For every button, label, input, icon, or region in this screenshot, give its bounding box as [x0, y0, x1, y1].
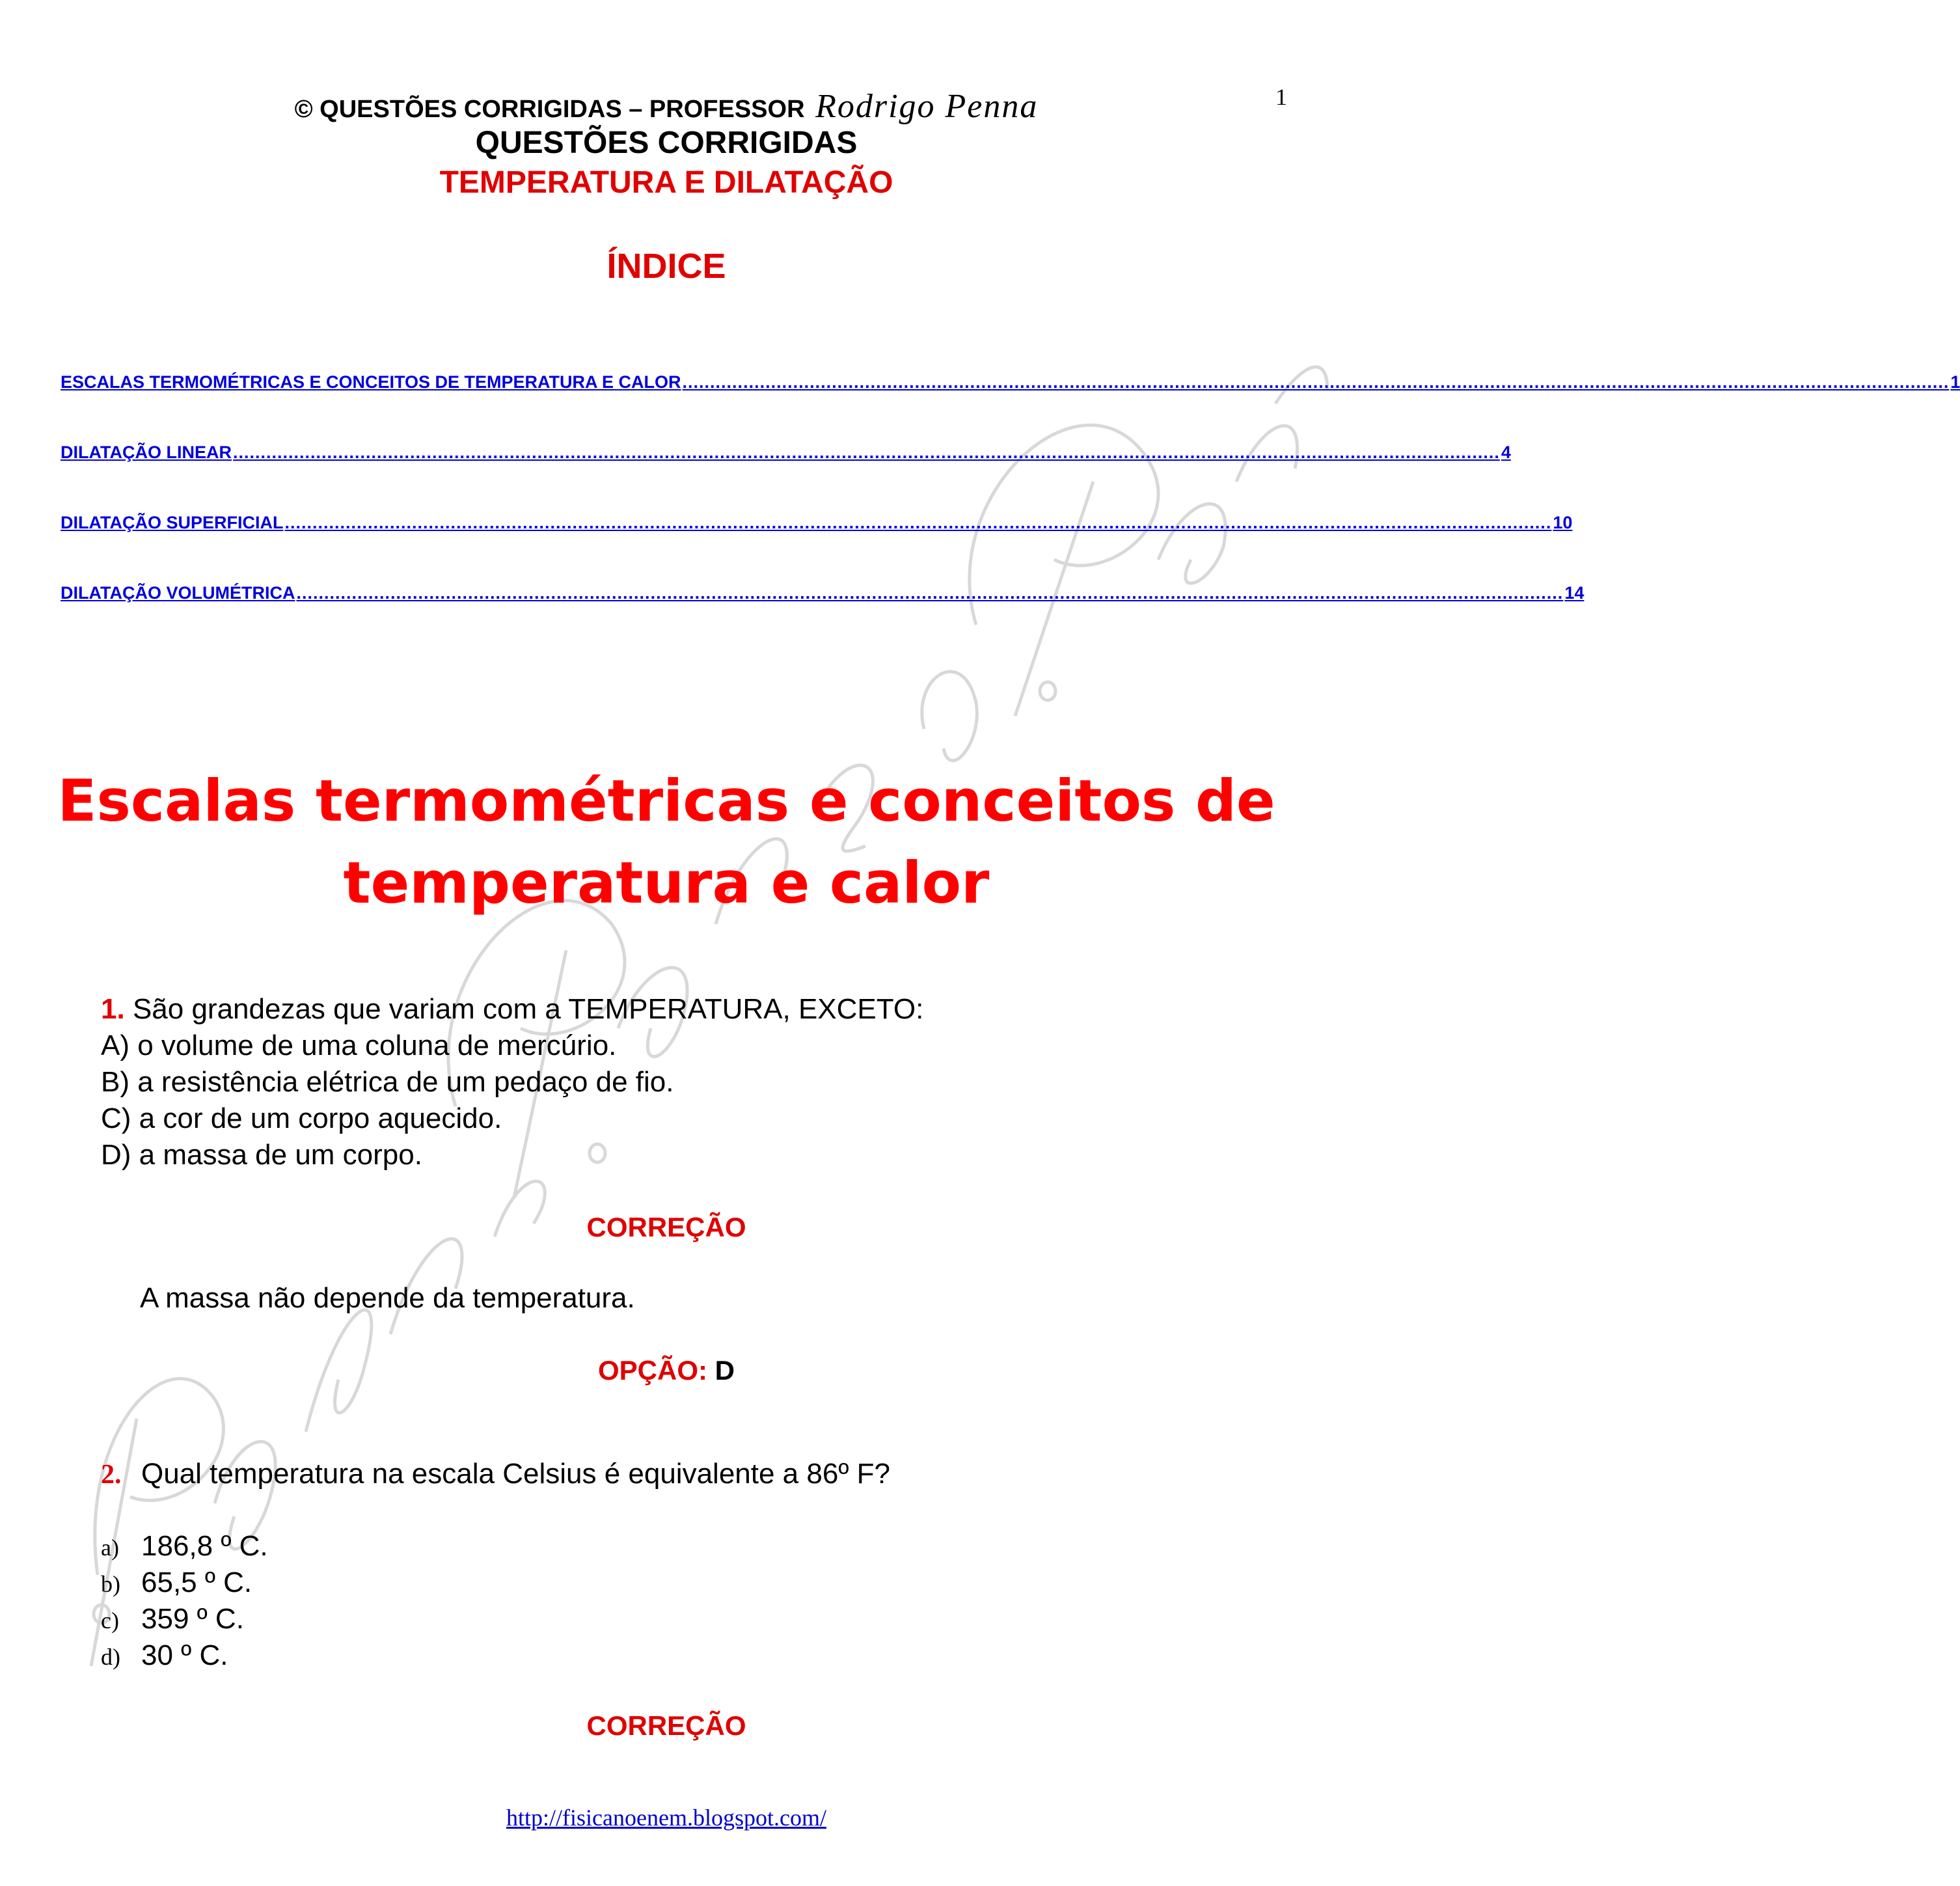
answer-label: OPÇÃO: — [597, 1355, 707, 1386]
toc-dot-leader: ..................................................................................................................................................................................................................................... — [296, 583, 1564, 603]
toc-link-dilatacao-superficial[interactable] — [61, 513, 1573, 533]
question-2-option-d — [101, 1637, 228, 1675]
option-letter: d) — [101, 1644, 120, 1670]
toc-link-dilatacao-volumetrica[interactable] — [61, 583, 1585, 603]
index-heading: ÍNDICE — [606, 247, 726, 286]
question-2 — [101, 1456, 890, 1493]
question-2-correction-heading: CORREÇÃO — [586, 1710, 746, 1741]
toc-dot-leader: ..................................................................................................................................................................................................................................... — [232, 443, 1500, 462]
toc-link-dilatacao-linear[interactable] — [61, 443, 1511, 463]
question-2-option-a — [101, 1528, 268, 1566]
footer-blog-link[interactable]: http://fisicanoenem.blogspot.com/ — [506, 1805, 826, 1831]
option-text: 30 º C. — [141, 1639, 228, 1671]
question-1-text: São grandezas que variam com a TEMPERATURA, EXCETO: — [132, 993, 924, 1025]
option-letter: c) — [101, 1607, 119, 1633]
header-copyright-text: © QUESTÕES CORRIGIDAS – PROFESSOR — [294, 96, 805, 123]
toc-entry-label: ESCALAS TERMOMÉTRICAS E CONCEITOS DE TEMPERATURA E CALOR — [61, 372, 681, 392]
toc-dot-leader: ..................................................................................................................................................................................................................................... — [682, 372, 1950, 392]
answer-value: D — [715, 1355, 735, 1386]
section-title-line2: temperatura e calor — [343, 849, 990, 916]
toc-entry-label: DILATAÇÃO VOLUMÉTRICA — [61, 583, 295, 603]
option-letter: a) — [101, 1535, 119, 1561]
question-1-number: 1. — [101, 993, 125, 1025]
option-text: 359 º C. — [141, 1603, 244, 1635]
question-1-answer — [0, 1355, 1333, 1386]
question-1-correction-text: A massa não depende da temperatura. — [140, 1282, 635, 1314]
section-title — [0, 760, 1333, 924]
question-2-number: 2. — [101, 1460, 122, 1490]
question-1-option-c: C) a cor de um corpo aquecido. — [101, 1102, 502, 1134]
question-1-option-a: A) o volume de uma coluna de mercúrio. — [101, 1030, 617, 1061]
document-title: QUESTÕES CORRIGIDAS — [475, 126, 858, 160]
option-text: 186,8 º C. — [141, 1530, 268, 1562]
toc-entry-page: 14 — [1564, 583, 1585, 603]
toc-entry-page: 4 — [1501, 443, 1511, 462]
question-2-option-b — [101, 1565, 252, 1602]
option-text: 65,5 º C. — [141, 1566, 252, 1598]
question-2-text: Qual temperatura na escala Celsius é equivalente a 86º F? — [141, 1458, 890, 1490]
question-1-option-b: B) a resistência elétrica de um pedaço de fio. — [101, 1066, 674, 1098]
question-1-option-d: D) a massa de um corpo. — [101, 1139, 422, 1171]
header-copyright-line — [0, 87, 1333, 126]
document-subtitle: TEMPERATURA E DILATAÇÃO — [439, 165, 893, 200]
section-title-line1: Escalas termométricas e conceitos de — [57, 767, 1275, 834]
toc-entry-page: 1 — [1950, 372, 1960, 392]
page-number: 1 — [1275, 84, 1287, 110]
question-1-correction-heading: CORREÇÃO — [586, 1212, 746, 1242]
question-2-option-c — [101, 1601, 244, 1639]
toc-entry-label: DILATAÇÃO SUPERFICIAL — [61, 513, 284, 532]
toc-dot-leader: ..................................................................................................................................................................................................................................... — [284, 513, 1552, 532]
toc-entry-page: 10 — [1553, 513, 1573, 532]
toc-link-escalas[interactable] — [61, 372, 1960, 392]
toc-entry-label: DILATAÇÃO LINEAR — [61, 443, 232, 462]
option-letter: b) — [101, 1571, 120, 1597]
author-signature: Rodrigo Penna — [815, 88, 1039, 125]
question-1 — [101, 991, 923, 1028]
